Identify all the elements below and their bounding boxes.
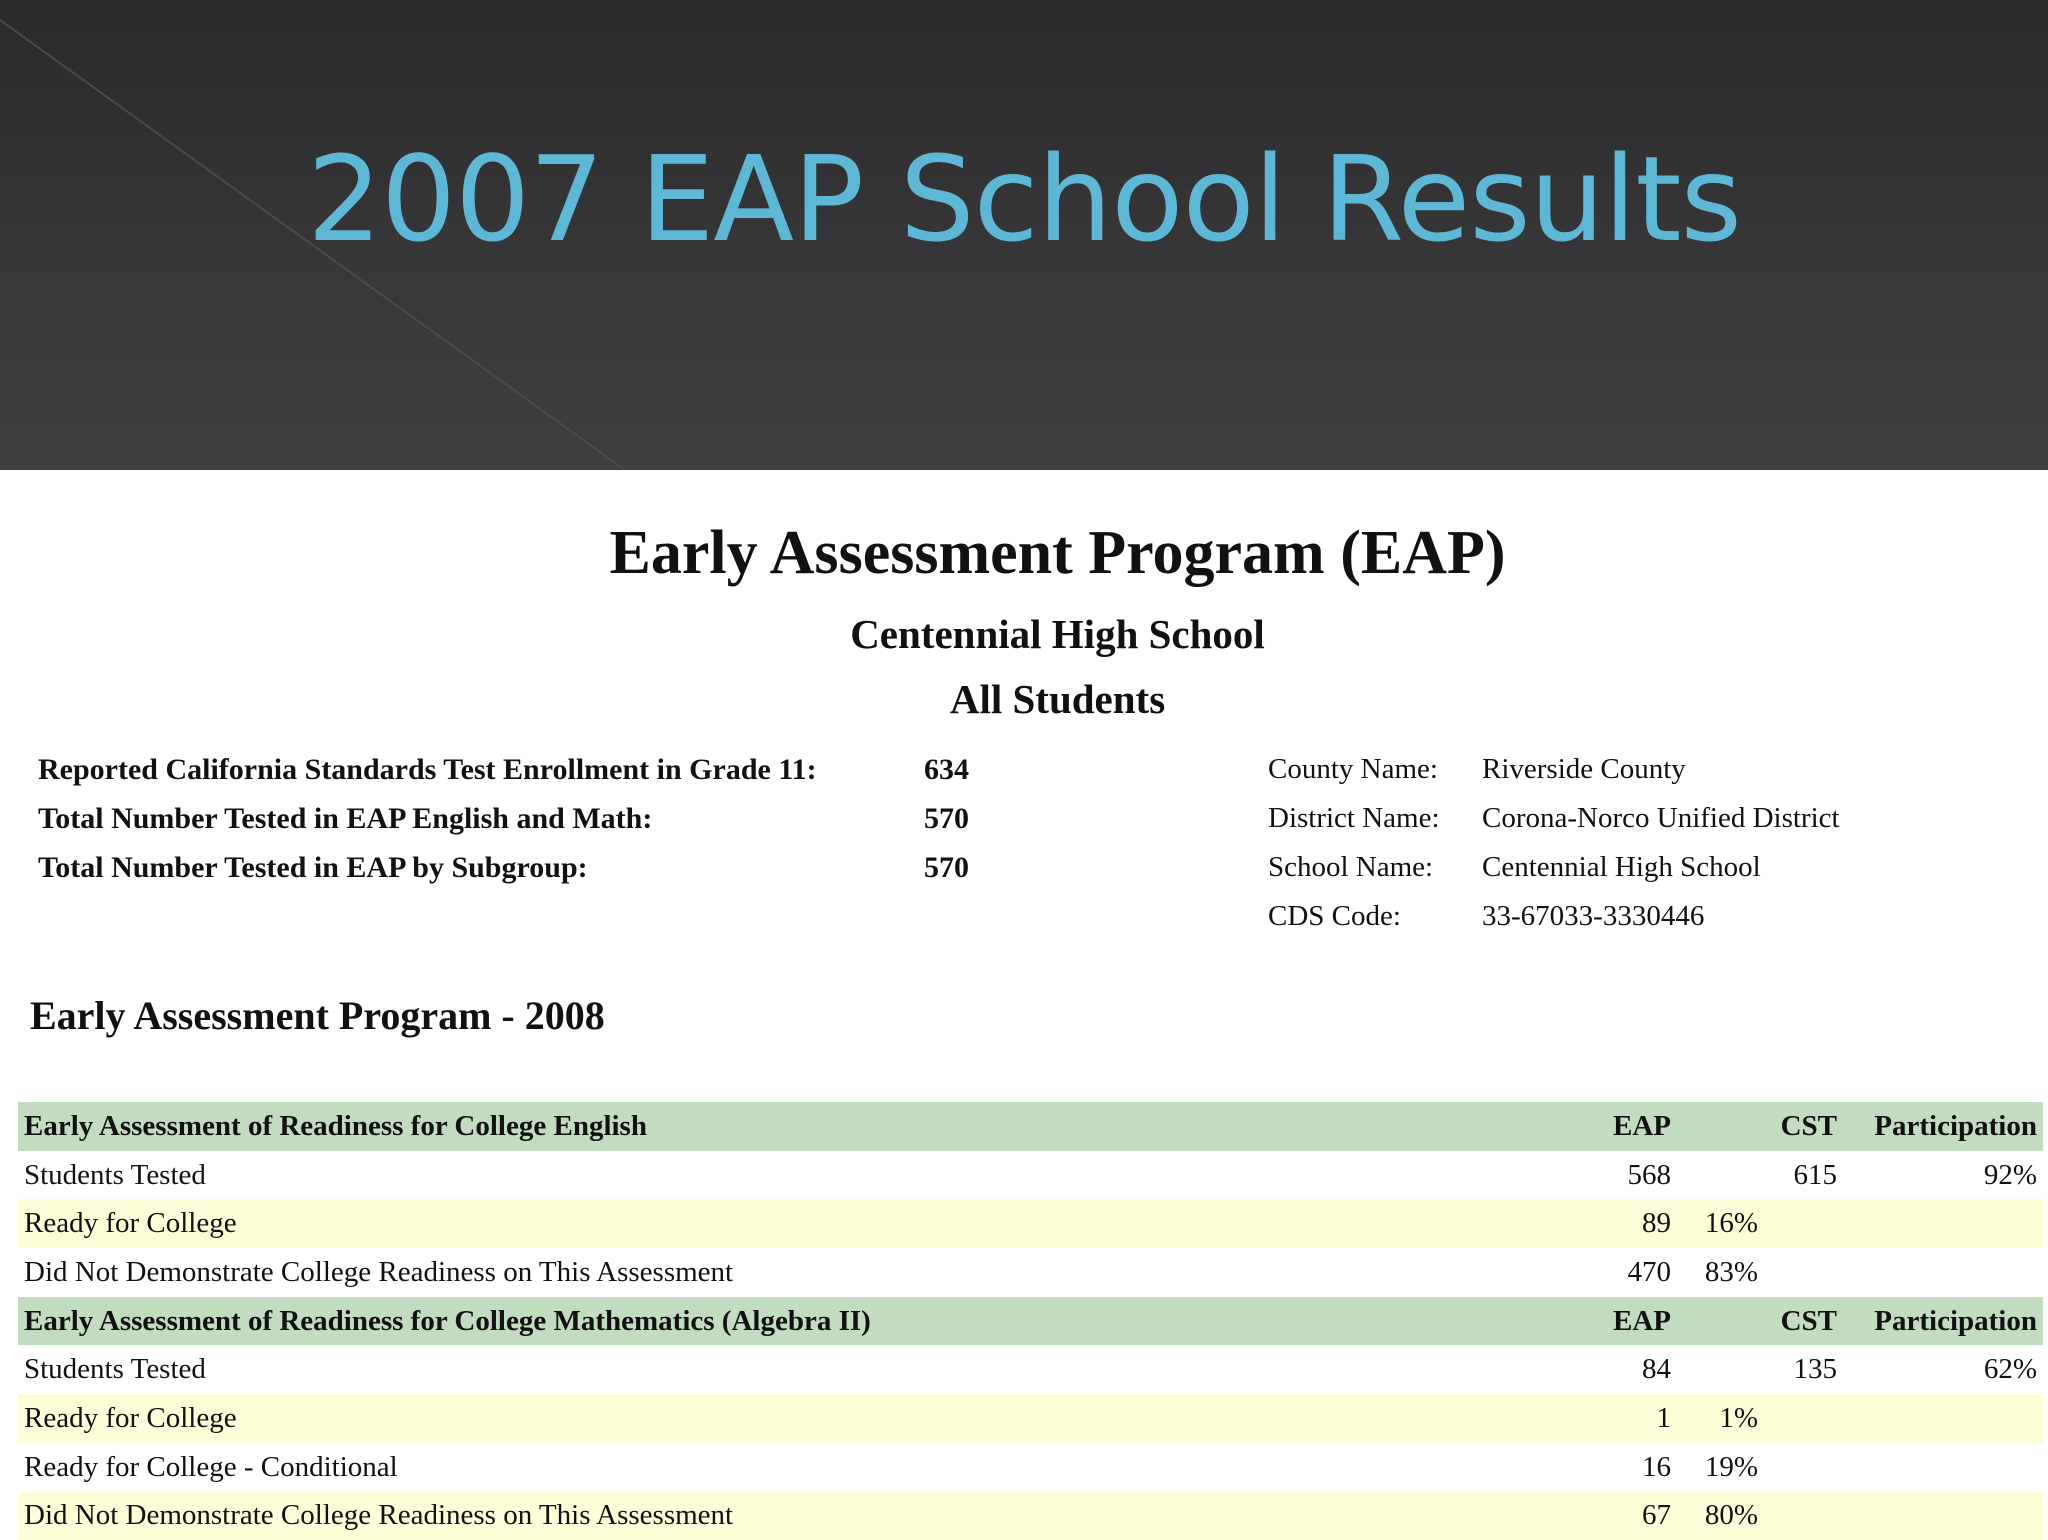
document-panel (0, 470, 2048, 1536)
eap-results-table (18, 1102, 2043, 1540)
header-eap: EAP (1613, 1305, 1671, 1338)
header-cst: CST (1781, 1305, 1837, 1338)
table-row (18, 1248, 2043, 1297)
header-cst: CST (1781, 1110, 1837, 1143)
student-group-heading: All Students (0, 675, 2048, 723)
stat-label: Total Number Tested in EAP by Subgroup: (38, 851, 924, 885)
school-heading: Centennial High School (0, 610, 2048, 658)
row-eap: 67 (1642, 1499, 1671, 1532)
info-label: School Name: (1268, 851, 1482, 884)
stat-value: 570 (924, 802, 1004, 836)
table-header-math (18, 1297, 2043, 1346)
info-row (1268, 843, 1840, 892)
stat-value: 634 (924, 753, 1004, 787)
info-label: CDS Code: (1268, 900, 1482, 933)
row-label: Ready for College (24, 1402, 237, 1435)
header-participation: Participation (1874, 1305, 2037, 1338)
row-eap: 470 (1628, 1256, 1672, 1289)
table-row (18, 1345, 2043, 1394)
document-title: Early Assessment Program (EAP) (0, 518, 2048, 589)
info-row (1268, 794, 1840, 843)
table-row (18, 1443, 2043, 1492)
row-pct: 1% (1719, 1402, 1758, 1435)
table-row (18, 1151, 2043, 1200)
row-label: Students Tested (24, 1159, 206, 1192)
row-eap: 568 (1628, 1159, 1672, 1192)
row-cst: 615 (1794, 1159, 1838, 1192)
row-pct: 80% (1705, 1499, 1758, 1532)
stat-row (38, 745, 1004, 794)
info-value: Riverside County (1482, 753, 1686, 786)
info-value: Centennial High School (1482, 851, 1761, 884)
stat-label: Reported California Standards Test Enrollment in Grade 11: (38, 753, 924, 787)
table-row (18, 1199, 2043, 1248)
stat-row (38, 843, 1004, 892)
info-row (1268, 892, 1840, 941)
row-participation: 92% (1984, 1159, 2037, 1192)
table-header-english (18, 1102, 2043, 1151)
slide-header (0, 0, 2048, 470)
row-eap: 16 (1642, 1451, 1671, 1484)
row-label: Did Not Demonstrate College Readiness on This Assessment (24, 1499, 733, 1532)
info-value: 33-67033-3330446 (1482, 900, 1704, 933)
row-participation: 62% (1984, 1353, 2037, 1386)
row-label: Students Tested (24, 1353, 206, 1386)
info-value: Corona-Norco Unified District (1482, 802, 1840, 835)
row-eap: 84 (1642, 1353, 1671, 1386)
stat-row (38, 794, 1004, 843)
school-info (1268, 745, 1840, 941)
row-label: Did Not Demonstrate College Readiness on This Assessment (24, 1256, 733, 1289)
row-eap: 89 (1642, 1207, 1671, 1240)
row-pct: 16% (1705, 1207, 1758, 1240)
row-cst: 135 (1794, 1353, 1838, 1386)
row-pct: 19% (1705, 1451, 1758, 1484)
stat-value: 570 (924, 851, 1004, 885)
row-label: Ready for College (24, 1207, 237, 1240)
row-label: Ready for College - Conditional (24, 1451, 398, 1484)
row-eap: 1 (1657, 1402, 1672, 1435)
header-label: Early Assessment of Readiness for College Mathematics (Algebra II) (24, 1305, 871, 1338)
info-label: District Name: (1268, 802, 1482, 835)
table-row (18, 1394, 2043, 1443)
info-label: County Name: (1268, 753, 1482, 786)
header-participation: Participation (1874, 1110, 2037, 1143)
stat-label: Total Number Tested in EAP English and Math: (38, 802, 924, 836)
info-row (1268, 745, 1840, 794)
header-label: Early Assessment of Readiness for College English (24, 1110, 647, 1143)
header-eap: EAP (1613, 1110, 1671, 1143)
section-heading: Early Assessment Program - 2008 (30, 992, 605, 1039)
table-row (18, 1492, 2043, 1540)
slide-title: 2007 EAP School Results (0, 140, 2048, 258)
row-pct: 83% (1705, 1256, 1758, 1289)
enrollment-stats (38, 745, 1004, 892)
